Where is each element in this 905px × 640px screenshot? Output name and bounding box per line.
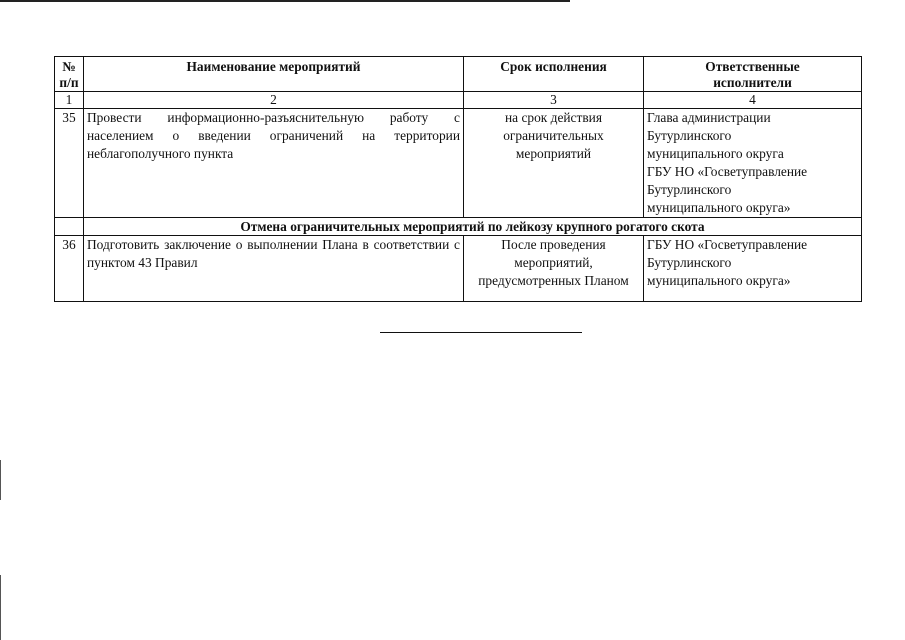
header-deadline: Срок исполнения [464, 57, 644, 92]
column-number: 1 [55, 92, 84, 109]
closing-rule [380, 332, 582, 333]
page-top-border [0, 0, 570, 2]
section-title: Отмена ограничительных мероприятий по лейкозу крупного рогатого скота [84, 218, 862, 236]
header-name: Наименование мероприятий [84, 57, 464, 92]
row-number: 35 [55, 109, 84, 218]
measure-deadline: на срок действия ограничительных мероприятий [464, 109, 644, 218]
measure-responsible: Глава администрации Бутурлинского муниципального округа ГБУ НО «Госветуправление Бутурлинского муниципального округа» [644, 109, 862, 218]
section-spacer [55, 218, 84, 236]
column-number: 2 [84, 92, 464, 109]
table-row [55, 109, 862, 218]
row-number: 36 [55, 236, 84, 302]
measures-table [54, 56, 862, 302]
measure-responsible: ГБУ НО «Госветуправление Бутурлинского муниципального округа» [644, 236, 862, 302]
scan-edge-mark [0, 575, 1, 640]
measure-name: Подготовить заключение о выполнении Плана в соответствии с пунктом 43 Правил [84, 236, 464, 302]
table-row [55, 236, 862, 302]
section-row [55, 218, 862, 236]
column-number: 4 [644, 92, 862, 109]
measure-deadline: После проведения мероприятий, предусмотренных Планом [464, 236, 644, 302]
scan-edge-mark [0, 460, 1, 500]
column-number: 3 [464, 92, 644, 109]
header-responsible: Ответственные исполнители [644, 57, 862, 92]
column-number-row [55, 92, 862, 109]
measure-name: Провести информационно-разъяснительную работу с населением о введении ограничений на территории неблагополучного пункта [84, 109, 464, 218]
header-num: № п/п [55, 57, 84, 92]
header-row [55, 57, 862, 92]
